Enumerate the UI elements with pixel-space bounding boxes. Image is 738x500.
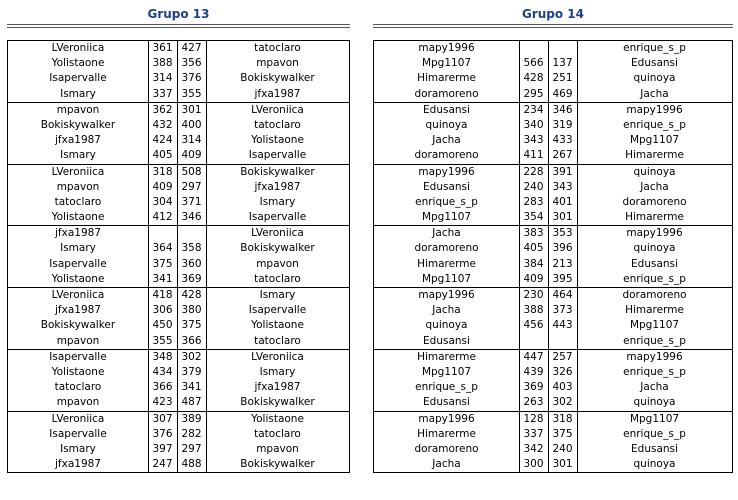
- player-home: Mpg1107: [421, 211, 472, 224]
- score-away: 373: [552, 304, 573, 317]
- player-home: Himarerme: [417, 427, 476, 440]
- player-away: Bokiskywalker: [240, 72, 315, 85]
- score-home: 418: [152, 289, 173, 301]
- score-home: 283: [523, 195, 544, 208]
- score-home: 409: [523, 272, 544, 285]
- score-away: 375: [552, 427, 573, 440]
- player-away: doramoreno: [622, 289, 687, 301]
- score-away: 469: [552, 87, 573, 100]
- score-home: 364: [152, 242, 173, 255]
- score-column-lines: [519, 40, 578, 473]
- player-away: quinoya: [633, 72, 676, 85]
- score-home: 230: [523, 289, 544, 301]
- score-away: 360: [181, 257, 202, 270]
- player-away: mapy1996: [626, 227, 683, 240]
- title-underline: [373, 24, 733, 28]
- score-away: 355: [181, 87, 202, 100]
- player-away: Mpg1107: [629, 412, 680, 425]
- score-home: 423: [152, 396, 173, 409]
- score-home: 366: [152, 381, 173, 394]
- score-away: 314: [181, 134, 202, 147]
- player-home: jfxa1987: [55, 227, 101, 240]
- player-home: quinoya: [425, 319, 468, 332]
- score-home: 128: [523, 412, 544, 425]
- score-home: 295: [523, 87, 544, 100]
- player-away: Ismary: [259, 365, 296, 378]
- player-home: LVeroniica: [51, 289, 105, 301]
- player-away: Yolistaone: [251, 412, 304, 425]
- score-home: 450: [152, 319, 173, 332]
- score-away: 297: [181, 442, 202, 455]
- player-home: Edusansi: [423, 396, 470, 409]
- player-home: tatoclaro: [54, 381, 102, 394]
- score-away: 396: [552, 242, 573, 255]
- score-away: 297: [181, 180, 202, 193]
- score-home: 240: [523, 180, 544, 193]
- score-home: 247: [152, 458, 173, 471]
- player-away: Bokiskywalker: [240, 165, 315, 178]
- score-away: 395: [552, 272, 573, 285]
- score-home: 318: [152, 165, 173, 178]
- score-home: 314: [152, 72, 173, 85]
- score-home: 434: [152, 365, 173, 378]
- score-home: 411: [523, 149, 544, 162]
- score-home: 234: [523, 103, 544, 116]
- player-away: enrique_s_p: [623, 42, 686, 54]
- score-away: 371: [181, 195, 202, 208]
- score-home: 354: [523, 211, 544, 224]
- score-home: 263: [523, 396, 544, 409]
- player-away: mpavon: [256, 257, 299, 270]
- player-away: quinoya: [633, 458, 676, 471]
- score-away: 401: [552, 195, 573, 208]
- player-away: Himarerme: [625, 211, 684, 224]
- player-home: doramoreno: [414, 442, 479, 455]
- score-home: 384: [523, 257, 544, 270]
- player-away: tatoclaro: [254, 42, 301, 54]
- player-away: Bokiskywalker: [240, 458, 315, 471]
- title-underline: [7, 24, 350, 28]
- score-away: 257: [552, 350, 573, 363]
- player-away: quinoya: [633, 165, 676, 178]
- score-away: 443: [552, 319, 573, 332]
- player-away: quinoya: [633, 242, 676, 255]
- player-away: Himarerme: [625, 149, 684, 162]
- player-away: quinoya: [633, 396, 676, 409]
- player-home: Yolistaone: [51, 57, 105, 70]
- player-home: mpavon: [56, 180, 100, 193]
- player-away: jfxa1987: [254, 381, 301, 394]
- score-home: 342: [523, 442, 544, 455]
- score-away: 301: [181, 103, 202, 116]
- player-home: LVeroniica: [51, 412, 105, 425]
- score-away: 346: [552, 103, 573, 116]
- player-away: Mpg1107: [629, 319, 680, 332]
- score-home: 405: [152, 149, 173, 162]
- player-home: Isapervalle: [49, 72, 107, 85]
- player-home: Himarerme: [417, 257, 476, 270]
- player-away: Isapervalle: [248, 211, 307, 224]
- player-home: mapy1996: [418, 42, 475, 54]
- player-home: Ismary: [60, 149, 96, 162]
- player-away: Edusansi: [631, 442, 678, 455]
- player-away: Bokiskywalker: [240, 242, 315, 255]
- player-away: Edusansi: [631, 257, 678, 270]
- score-away: 302: [552, 396, 573, 409]
- player-away: enrique_s_p: [623, 118, 686, 131]
- score-column-lines: [148, 40, 207, 473]
- score-home: 304: [152, 195, 173, 208]
- score-away: 409: [181, 149, 202, 162]
- player-away: Ismary: [259, 195, 296, 208]
- score-home: 340: [523, 118, 544, 131]
- player-away: mpavon: [256, 442, 299, 455]
- player-home: quinoya: [425, 118, 468, 131]
- player-away: Edusansi: [631, 57, 678, 70]
- score-home: 456: [523, 319, 544, 332]
- score-away: 379: [181, 365, 202, 378]
- score-home: 348: [152, 350, 173, 363]
- player-away: Isapervalle: [248, 304, 307, 317]
- player-home: Himarerme: [417, 72, 476, 85]
- player-away: Mpg1107: [629, 134, 680, 147]
- player-away: Jacha: [640, 180, 669, 193]
- score-home: 439: [523, 365, 544, 378]
- score-away: 302: [181, 350, 202, 363]
- player-home: Yolistaone: [51, 365, 105, 378]
- score-away: 380: [181, 304, 202, 317]
- score-away: 341: [181, 381, 202, 394]
- score-away: 343: [552, 180, 573, 193]
- player-home: mapy1996: [418, 165, 475, 178]
- score-home: 343: [523, 134, 544, 147]
- player-home: enrique_s_p: [415, 195, 478, 208]
- player-home: Yolistaone: [51, 211, 105, 224]
- score-away: 319: [552, 118, 573, 131]
- score-away: 318: [552, 412, 573, 425]
- player-home: Isapervalle: [49, 427, 107, 440]
- score-home: 412: [152, 211, 173, 224]
- player-home: Mpg1107: [421, 57, 472, 70]
- player-home: enrique_s_p: [415, 381, 478, 394]
- player-home: jfxa1987: [55, 134, 101, 147]
- score-away: 389: [181, 412, 202, 425]
- player-home: doramoreno: [414, 87, 479, 100]
- score-away: 376: [181, 72, 202, 85]
- score-away: 487: [181, 396, 202, 409]
- player-away: jfxa1987: [254, 87, 301, 100]
- score-away: 282: [181, 427, 202, 440]
- score-away: 326: [552, 365, 573, 378]
- score-home: 300: [523, 458, 544, 471]
- player-away: tatoclaro: [254, 118, 301, 131]
- player-home: Yolistaone: [51, 272, 105, 285]
- score-home: 307: [152, 412, 173, 425]
- player-away: Yolistaone: [251, 319, 304, 332]
- player-home: jfxa1987: [55, 458, 101, 471]
- player-away: mapy1996: [626, 103, 683, 116]
- player-home: Jacha: [432, 304, 461, 317]
- player-home: mapy1996: [418, 289, 475, 301]
- player-home: jfxa1987: [55, 304, 101, 317]
- player-away: Himarerme: [625, 304, 684, 317]
- player-away: tatoclaro: [254, 272, 301, 285]
- score-home: 355: [152, 334, 173, 347]
- score-home: 405: [523, 242, 544, 255]
- player-away: doramoreno: [622, 195, 687, 208]
- score-home: 432: [152, 118, 173, 131]
- player-home: Jacha: [432, 134, 461, 147]
- player-home: LVeroniica: [51, 165, 105, 178]
- score-away: 427: [181, 42, 202, 54]
- player-away: Ismary: [259, 289, 296, 301]
- player-home: Bokiskywalker: [40, 319, 116, 332]
- player-home: Isapervalle: [49, 350, 107, 363]
- group-13: [7, 0, 350, 471]
- score-away: 464: [552, 289, 573, 301]
- score-away: 428: [181, 289, 202, 301]
- score-home: 409: [152, 180, 173, 193]
- player-home: Jacha: [432, 227, 461, 240]
- score-away: 375: [181, 319, 202, 332]
- score-home: 376: [152, 427, 173, 440]
- score-home: 566: [523, 57, 544, 70]
- score-away: 391: [552, 165, 573, 178]
- score-home: 306: [152, 304, 173, 317]
- player-away: enrique_s_p: [623, 365, 686, 378]
- score-away: 403: [552, 381, 573, 394]
- player-home: LVeroniica: [51, 42, 105, 54]
- player-home: Edusansi: [423, 334, 470, 347]
- player-home: Ismary: [60, 242, 96, 255]
- player-home: Mpg1107: [421, 272, 472, 285]
- score-away: 433: [552, 134, 573, 147]
- player-away: tatoclaro: [254, 334, 301, 347]
- score-home: 424: [152, 134, 173, 147]
- player-away: LVeroniica: [251, 227, 304, 240]
- score-home: 337: [523, 427, 544, 440]
- score-home: 375: [152, 257, 173, 270]
- player-home: tatoclaro: [54, 195, 102, 208]
- player-away: mpavon: [256, 57, 299, 70]
- player-home: Jacha: [432, 458, 461, 471]
- player-home: mapy1996: [418, 412, 475, 425]
- player-home: Ismary: [60, 87, 96, 100]
- group-14: [373, 0, 733, 471]
- player-home: doramoreno: [414, 149, 479, 162]
- player-away: tatoclaro: [254, 427, 301, 440]
- score-away: 137: [552, 57, 573, 70]
- score-away: 240: [552, 442, 573, 455]
- player-away: Jacha: [640, 87, 669, 100]
- score-home: 362: [152, 103, 173, 116]
- score-away: 358: [181, 242, 202, 255]
- score-away: 301: [552, 211, 573, 224]
- score-home: 388: [152, 57, 173, 70]
- score-away: 366: [181, 334, 202, 347]
- score-home: 388: [523, 304, 544, 317]
- player-away: Yolistaone: [251, 134, 304, 147]
- score-divider: [548, 40, 549, 473]
- player-away: enrique_s_p: [623, 334, 686, 347]
- score-home: 341: [152, 272, 173, 285]
- player-away: Jacha: [640, 381, 669, 394]
- score-away: 369: [181, 272, 202, 285]
- player-home: mpavon: [56, 103, 100, 116]
- player-home: Himarerme: [417, 350, 476, 363]
- player-away: enrique_s_p: [623, 427, 686, 440]
- score-away: 400: [181, 118, 202, 131]
- player-away: mapy1996: [626, 350, 683, 363]
- score-away: 267: [552, 149, 573, 162]
- player-home: Bokiskywalker: [40, 118, 116, 131]
- player-home: mpavon: [56, 334, 100, 347]
- score-away: 251: [552, 72, 573, 85]
- player-away: Bokiskywalker: [240, 396, 315, 409]
- player-home: Mpg1107: [421, 365, 472, 378]
- score-away: 508: [181, 165, 202, 178]
- score-home: 383: [523, 227, 544, 240]
- score-away: 213: [552, 257, 573, 270]
- score-home: 228: [523, 165, 544, 178]
- score-away: 488: [181, 458, 202, 471]
- score-home: 397: [152, 442, 173, 455]
- player-home: doramoreno: [414, 242, 479, 255]
- score-divider: [177, 40, 178, 473]
- score-home: 369: [523, 381, 544, 394]
- player-away: Isapervalle: [248, 149, 307, 162]
- score-away: 301: [552, 458, 573, 471]
- player-away: LVeroniica: [251, 103, 304, 116]
- player-home: Edusansi: [423, 180, 470, 193]
- player-away: jfxa1987: [254, 180, 301, 193]
- score-home: 361: [152, 42, 173, 54]
- player-home: Ismary: [60, 442, 96, 455]
- score-away: 353: [552, 227, 573, 240]
- score-away: 356: [181, 57, 202, 70]
- player-away: enrique_s_p: [623, 272, 686, 285]
- score-home: 428: [523, 72, 544, 85]
- group-title: Grupo 13: [147, 7, 210, 21]
- score-home: 337: [152, 87, 173, 100]
- player-home: Isapervalle: [49, 257, 107, 270]
- player-home: Edusansi: [423, 103, 470, 116]
- player-away: LVeroniica: [251, 350, 304, 363]
- score-home: 447: [523, 350, 544, 363]
- score-away: 346: [181, 211, 202, 224]
- player-home: mpavon: [56, 396, 100, 409]
- group-title: Grupo 14: [521, 7, 585, 21]
